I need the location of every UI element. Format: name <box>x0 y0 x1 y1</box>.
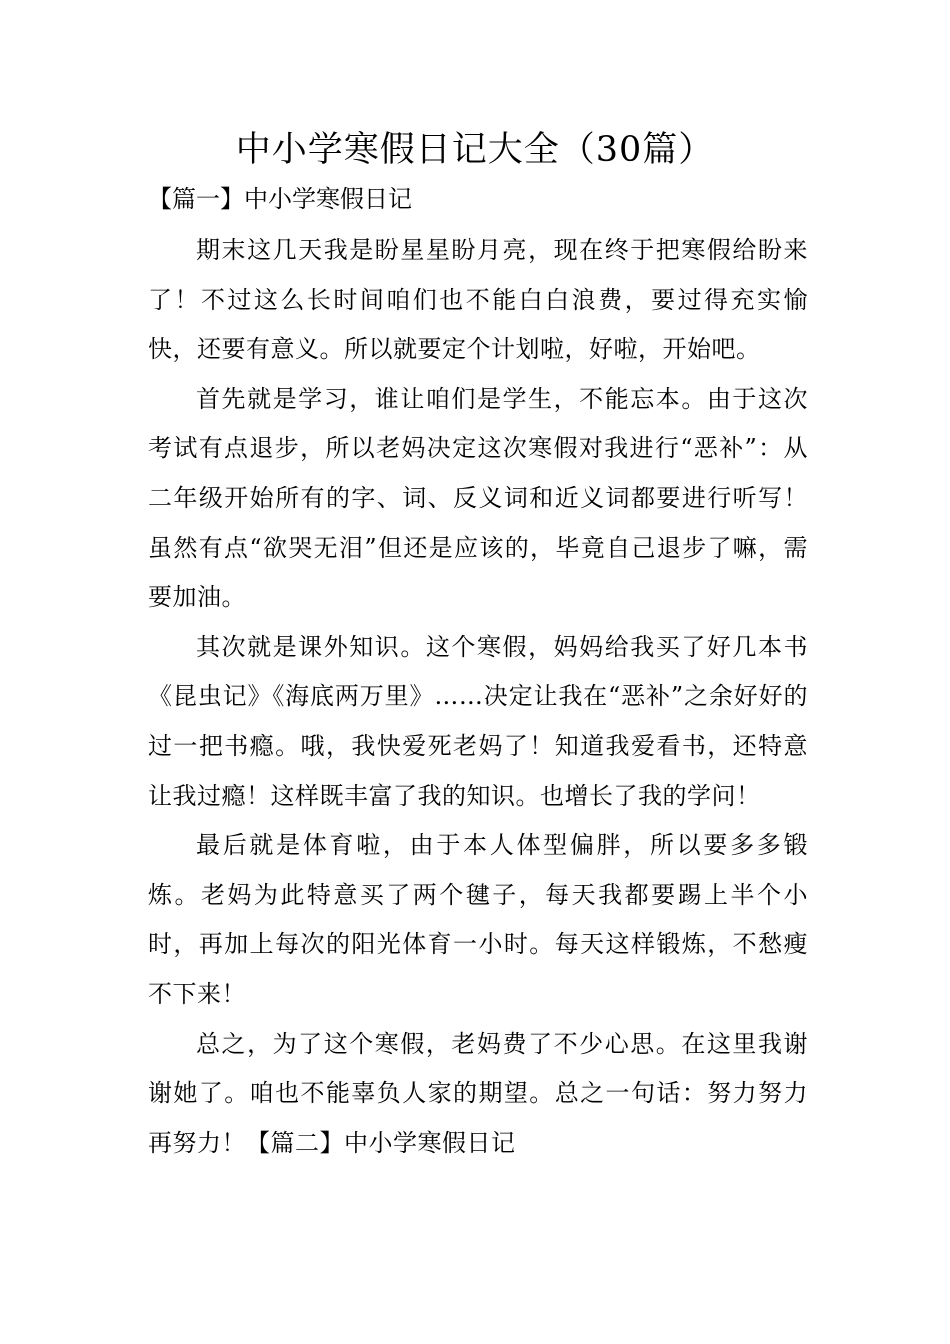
document-body <box>148 226 808 1168</box>
paragraph: 首先就是学习，谁让咱们是学生，不能忘本。由于这次考试有点退步，所以老妈决定这次寒假对我进行“恶补”：从二年级开始所有的字、词、反义词和近义词都要进行听写！虽然有点“欲哭无泪”但还是应该的，毕竟自己退步了嘛，需要加油。 <box>148 384 808 612</box>
paragraph: 期末这几天我是盼星星盼月亮，现在终于把寒假给盼来了！不过这么长时间咱们也不能白白浪费，要过得充实愉快，还要有意义。所以就要定个计划啦，好啦，开始吧。 <box>148 236 808 364</box>
paragraph: 总之，为了这个寒假，老妈费了不少心思。在这里我谢谢她了。咱也不能辜负人家的期望。总之一句话：努力努力再努力！【篇二】中小学寒假日记 <box>148 1029 808 1157</box>
paragraph: 最后就是体育啦，由于本人体型偏胖，所以要多多锻炼。老妈为此特意买了两个毽子，每天我都要踢上半个小时，再加上每次的阳光体育一小时。每天这样锻炼，不愁瘦不下来！ <box>148 831 808 1008</box>
document-title: 中小学寒假日记大全（30篇） <box>235 130 715 170</box>
paragraph: 其次就是课外知识。这个寒假，妈妈给我买了好几本书《昆虫记》《海底两万里》……决定让我在“恶补”之余好好的过一把书瘾。哦，我快爱死老妈了！知道我爱看书，还特意让我过瘾！这样既丰富了我的知识。也增长了我的学问！ <box>148 632 808 810</box>
section-heading: 【篇一】中小学寒假日记 <box>148 185 412 213</box>
